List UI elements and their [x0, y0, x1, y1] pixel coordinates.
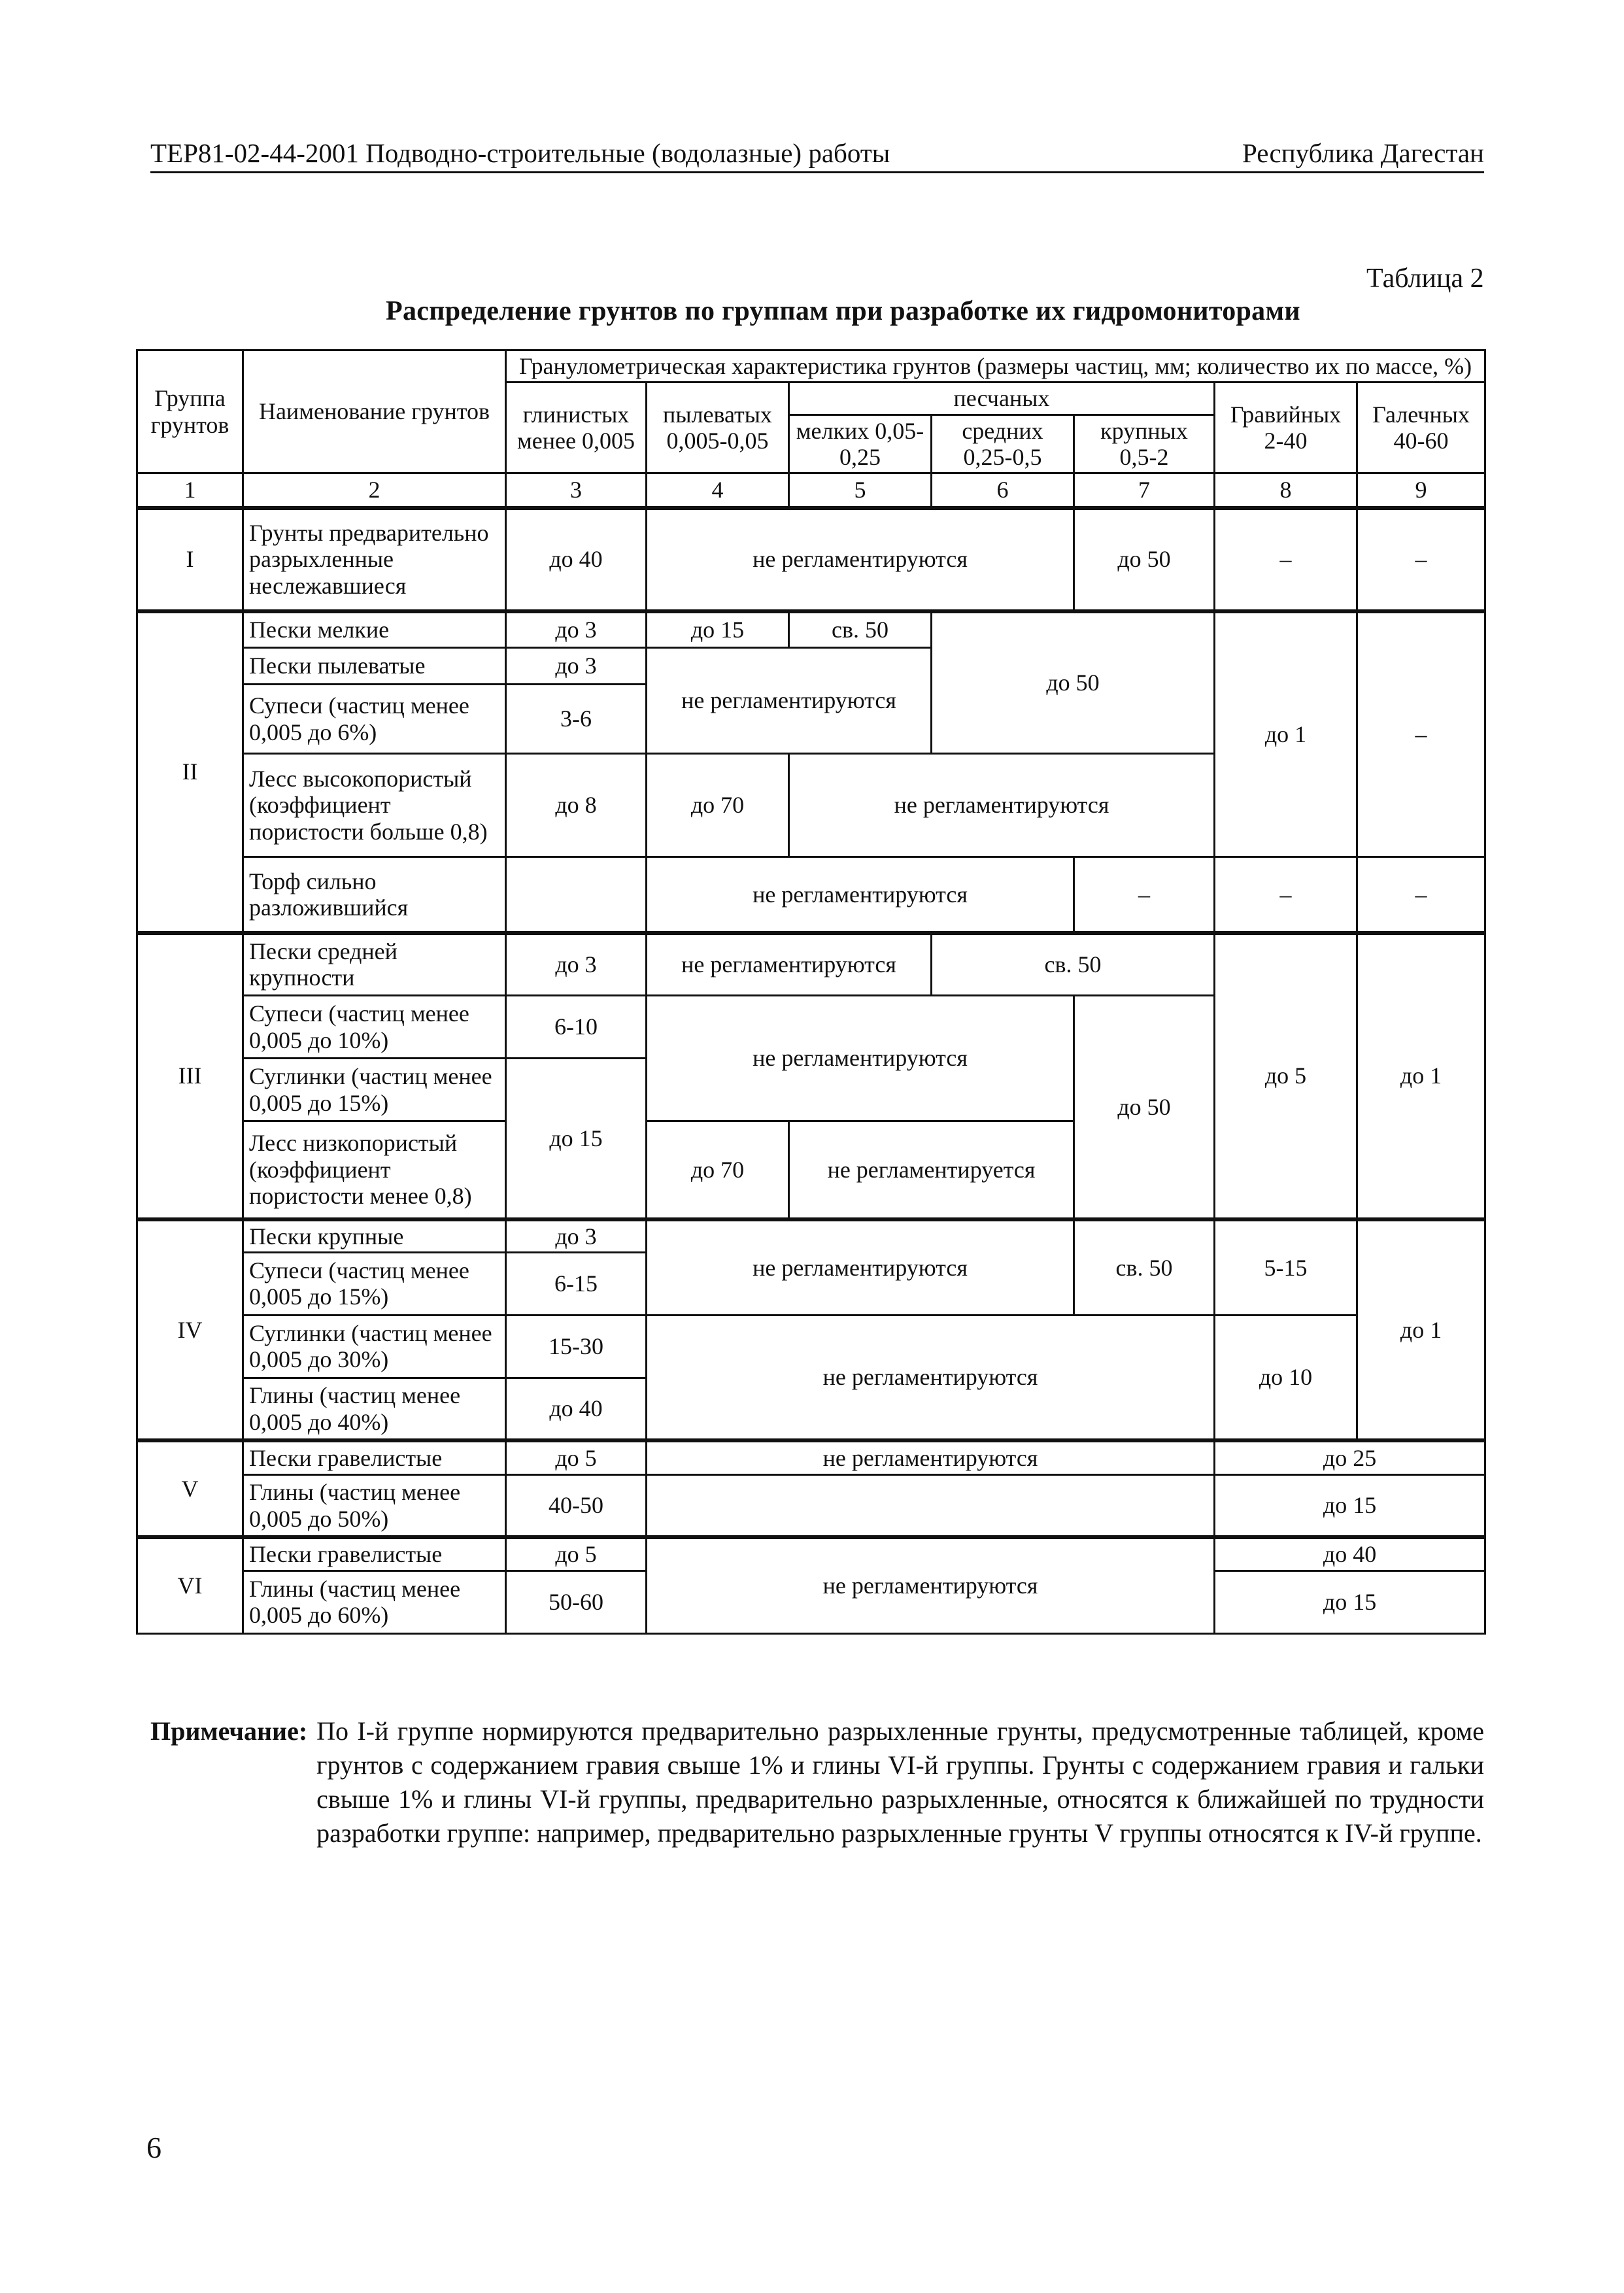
table-row — [137, 933, 1485, 996]
column-number: 4 — [647, 473, 789, 508]
column-number: 5 — [789, 473, 932, 508]
value-cell: до 50 — [1074, 508, 1215, 611]
column-number: 1 — [137, 473, 243, 508]
value-cell: до 15 — [506, 1059, 647, 1219]
value-cell: – — [1074, 857, 1215, 933]
value-cell: св. 50 — [1074, 1219, 1215, 1316]
value-cell: до 5 — [506, 1440, 647, 1474]
value-cell — [506, 857, 647, 933]
value-cell: не регламентируется — [789, 1121, 1074, 1219]
column-number: 7 — [1074, 473, 1215, 508]
table-row — [137, 1474, 1485, 1537]
value-cell: до 40 — [506, 1378, 647, 1440]
column-number-row — [137, 473, 1485, 508]
header-region: Республика Дагестан — [1242, 138, 1484, 168]
header-silt: пылеватых 0,005-0,05 — [647, 382, 789, 473]
soil-groups-table — [136, 349, 1486, 1635]
value-cell: 6-10 — [506, 996, 647, 1059]
header-granulometric: Гранулометрическая характеристика грунтов (размеры частиц, мм; количество их по массе, %) — [506, 350, 1485, 382]
table-label: Таблица 2 — [1366, 263, 1484, 294]
column-number: 3 — [506, 473, 647, 508]
value-cell: до 8 — [506, 754, 647, 857]
header-sandy: песчаных — [789, 382, 1215, 415]
soil-name: Лесс высокопористый (коэффициент пористости больше 0,8) — [243, 754, 506, 857]
soil-name: Пески средней крупности — [243, 933, 506, 996]
soil-name: Пески гравелистые — [243, 1440, 506, 1474]
soil-name: Пески пылеватые — [243, 648, 506, 685]
table-header-row-1 — [137, 350, 1485, 382]
soil-name: Лесс низкопористый (коэффициент пористости менее 0,8) — [243, 1121, 506, 1219]
note-text: По I-й группе нормируются предварительно разрыхленные грунты, предусмотренные таблицей, кроме грунтов с содержанием гравия свыше 1% и глины VI-й группы. Грунты с содержанием гравия и гальки свыше 1% и глины VI-й группы, предварительно разрыхленные, относятся к ближайшей по трудности разработки группе: например, предварительно разрыхленные грунты V группы относятся к IV-й группе. — [316, 1716, 1484, 1848]
soil-name: Глины (частиц менее 0,005 до 50%) — [243, 1474, 506, 1537]
value-cell: не регламентируются — [789, 754, 1215, 857]
value-cell: 40-50 — [506, 1474, 647, 1537]
soil-name: Суглинки (частиц менее 0,005 до 30%) — [243, 1315, 506, 1378]
value-cell: до 3 — [506, 648, 647, 685]
value-cell: – — [1215, 857, 1357, 933]
empty-cell — [647, 1474, 1215, 1537]
value-cell: – — [1357, 508, 1485, 611]
soil-name: Грунты предварительно разрыхленные неслежавшиеся — [243, 508, 506, 611]
value-cell: до 25 — [1215, 1440, 1485, 1474]
soil-name: Глины (частиц менее 0,005 до 60%) — [243, 1571, 506, 1633]
value-cell: 6-15 — [506, 1252, 647, 1315]
group-cell: I — [137, 508, 243, 611]
group-cell: IV — [137, 1219, 243, 1441]
column-number: 8 — [1215, 473, 1357, 508]
table-row — [137, 1219, 1485, 1253]
header-document-title: ТЕР81-02-44-2001 Подводно-строительные (водолазные) работы — [150, 138, 890, 168]
value-cell: не регламентируются — [647, 1315, 1215, 1440]
group-cell: III — [137, 933, 243, 1219]
value-cell: 3-6 — [506, 685, 647, 754]
soil-name: Супеси (частиц менее 0,005 до 10%) — [243, 996, 506, 1059]
value-cell: не регламентируются — [647, 933, 932, 996]
value-cell: – — [1215, 508, 1357, 611]
group-cell: V — [137, 1440, 243, 1537]
value-cell: до 5 — [506, 1537, 647, 1571]
value-cell: до 15 — [1215, 1571, 1485, 1633]
group-cell: II — [137, 611, 243, 933]
soil-name: Торф сильно разложившийся — [243, 857, 506, 933]
column-number: 9 — [1357, 473, 1485, 508]
column-number: 2 — [243, 473, 506, 508]
running-header — [150, 129, 1484, 173]
header-name: Наименование грунтов — [243, 350, 506, 473]
soil-name: Глины (частиц менее 0,005 до 40%) — [243, 1378, 506, 1440]
value-cell: – — [1357, 857, 1485, 933]
header-fine: мелких 0,05-0,25 — [789, 415, 932, 473]
header-coarse: крупных 0,5-2 — [1074, 415, 1215, 473]
header-clay: глинистых менее 0,005 — [506, 382, 647, 473]
value-cell: до 70 — [647, 1121, 789, 1219]
table-row — [137, 1440, 1485, 1474]
table-note — [150, 1714, 1484, 1850]
value-cell: до 1 — [1357, 933, 1485, 1219]
header-pebble: Галечных 40-60 — [1357, 382, 1485, 473]
value-cell: – — [1357, 611, 1485, 857]
soil-name: Супеси (частиц менее 0,005 до 15%) — [243, 1252, 506, 1315]
value-cell: до 50 — [932, 611, 1215, 754]
value-cell: не регламентируются — [647, 1440, 1215, 1474]
value-cell: до 15 — [647, 611, 789, 648]
table-title: Распределение грунтов по группам при разработке их гидромониторами — [386, 296, 1300, 326]
table-row — [137, 857, 1485, 933]
table-row — [137, 611, 1485, 648]
group-cell: VI — [137, 1537, 243, 1633]
header-gravel: Гравийных 2-40 — [1215, 382, 1357, 473]
soil-name: Пески мелкие — [243, 611, 506, 648]
table-row — [137, 1537, 1485, 1571]
soil-name: Пески крупные — [243, 1219, 506, 1253]
value-cell: до 3 — [506, 933, 647, 996]
table-row — [137, 1315, 1485, 1378]
value-cell: св. 50 — [932, 933, 1215, 996]
header-group: Группа грунтов — [137, 350, 243, 473]
value-cell: до 15 — [1215, 1474, 1485, 1537]
value-cell: до 5 — [1215, 933, 1357, 1219]
value-cell: св. 50 — [789, 611, 932, 648]
value-cell: до 3 — [506, 611, 647, 648]
value-cell: не регламентируются — [647, 857, 1074, 933]
value-cell: до 40 — [1215, 1537, 1485, 1571]
value-cell: 15-30 — [506, 1315, 647, 1378]
table-row — [137, 508, 1485, 611]
value-cell: 5-15 — [1215, 1219, 1357, 1316]
soil-name: Пески гравелистые — [243, 1537, 506, 1571]
value-cell: не регламентируются — [647, 508, 1074, 611]
value-cell: до 70 — [647, 754, 789, 857]
page-number: 6 — [146, 2131, 161, 2164]
value-cell: до 10 — [1215, 1315, 1357, 1440]
value-cell: 50-60 — [506, 1571, 647, 1633]
soil-name: Супеси (частиц менее 0,005 до 6%) — [243, 685, 506, 754]
value-cell: не регламентируются — [647, 1219, 1074, 1316]
value-cell: не регламентируются — [647, 996, 1074, 1121]
value-cell: не регламентируются — [647, 1537, 1215, 1633]
value-cell: до 1 — [1357, 1219, 1485, 1441]
value-cell: до 1 — [1215, 611, 1357, 857]
note-label: Примечание: — [150, 1716, 308, 1746]
value-cell: до 3 — [506, 1219, 647, 1253]
value-cell: до 50 — [1074, 996, 1215, 1219]
column-number: 6 — [932, 473, 1074, 508]
value-cell: не регламентируются — [647, 648, 932, 754]
value-cell: до 40 — [506, 508, 647, 611]
soil-name: Суглинки (частиц менее 0,005 до 15%) — [243, 1059, 506, 1121]
header-medium: средних 0,25-0,5 — [932, 415, 1074, 473]
